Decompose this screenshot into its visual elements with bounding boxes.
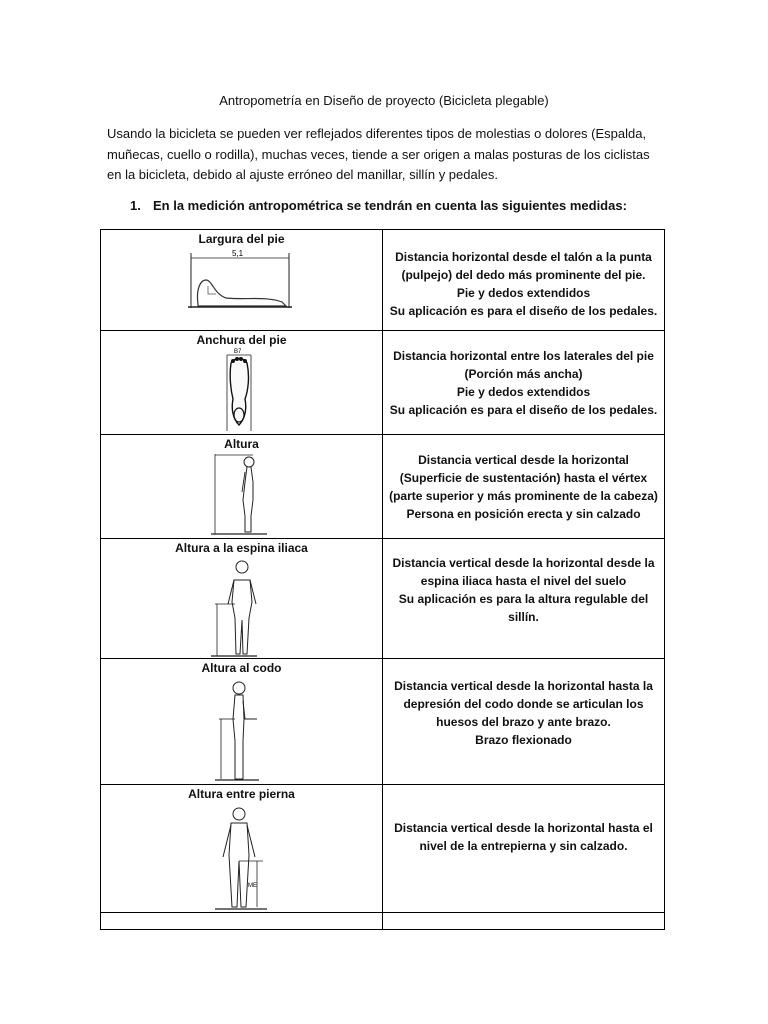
figure-cell xyxy=(101,785,383,913)
table-row xyxy=(101,539,665,659)
table-row xyxy=(101,785,665,913)
row-title: Largura del pie xyxy=(198,232,285,246)
description-cell xyxy=(383,331,665,435)
figure-label: B7 xyxy=(234,349,242,355)
row-description xyxy=(383,331,664,419)
description-line: (pulpejo) del dedo más prominente del pie. xyxy=(401,268,646,282)
description-line: Su aplicación es para la altura regulable del xyxy=(398,592,649,606)
table-row xyxy=(101,913,665,930)
row-title: Altura al codo xyxy=(201,661,282,675)
description-line: huesos del brazo y ante brazo. xyxy=(436,715,611,729)
description-line: sillín. xyxy=(508,610,539,624)
numbered-list-item xyxy=(130,198,627,214)
row-title: Altura xyxy=(224,437,259,451)
row-description xyxy=(383,659,664,749)
description-line: (parte superior y más prominente de la cabeza) xyxy=(389,489,658,503)
description-cell xyxy=(383,435,665,539)
description-line: espina iliaca hasta el nivel del suelo xyxy=(420,574,627,588)
figure-label: ME xyxy=(248,883,257,889)
height-figure xyxy=(209,452,269,536)
description-line: Distancia vertical desde la horizontal hasta la xyxy=(394,679,653,693)
empty-cell xyxy=(101,913,383,930)
description-line: Distancia vertical desde la horizontal xyxy=(418,453,629,467)
table-row xyxy=(101,230,665,331)
list-number: 1. xyxy=(130,198,141,213)
table-row xyxy=(101,331,665,435)
document-title: Antropometría en Diseño de proyecto (Bicicleta plegable) xyxy=(219,93,549,108)
table-row xyxy=(101,659,665,785)
description-line: Brazo flexionado xyxy=(475,733,572,747)
description-line: Su aplicación es para el diseño de los pedales. xyxy=(389,304,658,318)
description-line: nivel de la entrepierna y sin calzado. xyxy=(419,839,628,853)
description-line: depresión del codo donde se articulan los xyxy=(403,697,644,711)
figure-label: 5,1 xyxy=(232,250,244,258)
empty-cell xyxy=(383,913,665,930)
list-text: En la medición antropométrica se tendrán en cuenta las siguientes medidas: xyxy=(153,198,627,213)
description-line: Su aplicación es para el diseño de los pedales. xyxy=(389,403,658,417)
row-description xyxy=(383,539,664,626)
description-line: Pie y dedos extendidos xyxy=(456,286,591,300)
measurements-table xyxy=(100,229,665,930)
row-description xyxy=(383,785,664,855)
figure-cell xyxy=(101,435,383,539)
row-title: Altura a la espina iliaca xyxy=(175,541,308,555)
description-cell xyxy=(383,539,665,659)
figure-cell xyxy=(101,331,383,435)
description-line: Pie y dedos extendidos xyxy=(456,385,591,399)
foot-width-figure xyxy=(221,347,257,433)
description-line: (Porción más ancha) xyxy=(464,367,583,381)
figure-cell xyxy=(101,539,383,659)
description-cell xyxy=(383,230,665,331)
description-line: Distancia vertical desde la horizontal hasta el xyxy=(394,821,653,835)
row-description xyxy=(383,230,664,320)
table-row xyxy=(101,435,665,539)
iliac-height-figure xyxy=(209,558,259,658)
description-line: Persona en posición erecta y sin calzado xyxy=(406,507,641,521)
elbow-height-figure xyxy=(213,679,263,783)
description-cell xyxy=(383,785,665,913)
foot-length-figure xyxy=(186,250,296,312)
row-title: Altura entre pierna xyxy=(188,787,295,801)
description-line: Distancia horizontal entre los laterales del pie xyxy=(393,349,654,363)
row-title: Anchura del pie xyxy=(196,333,287,347)
description-line: Distancia vertical desde la horizontal desde la xyxy=(392,556,655,570)
figure-cell xyxy=(101,230,383,331)
description-line: (Superficie de sustentación) hasta el vértex xyxy=(399,471,648,485)
row-description xyxy=(383,435,664,523)
description-cell xyxy=(383,659,665,785)
crotch-height-figure xyxy=(213,805,269,911)
figure-cell xyxy=(101,659,383,785)
intro-paragraph: Usando la bicicleta se pueden ver reflejados diferentes tipos de molestias o dolores (Espalda, muñecas, cuello o rodilla), muchas veces, tiende a ser origen a malas posturas de los ciclistas en la bicicleta, debido al ajuste erróneo del manillar, sillín y pedales. xyxy=(107,126,650,182)
description-line: Distancia horizontal desde el talón a la punta xyxy=(395,250,652,264)
